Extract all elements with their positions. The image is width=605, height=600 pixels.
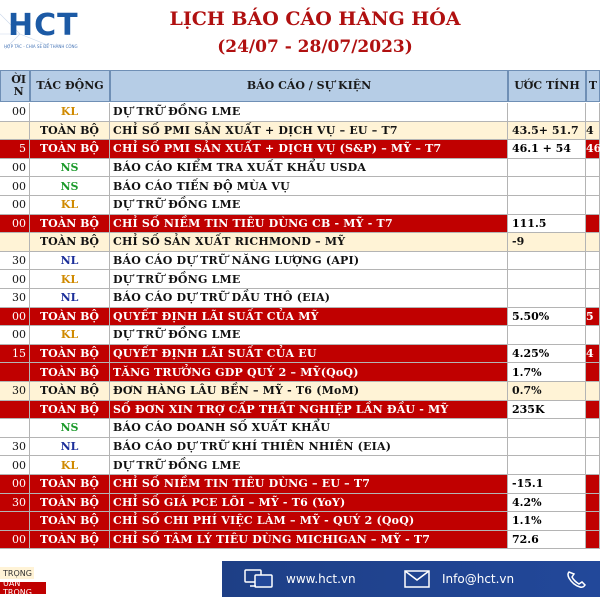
table-row (0, 140, 605, 159)
row-impact: NL (30, 252, 110, 271)
table-row (0, 512, 600, 531)
row-impact: TOÀN BỘ (30, 475, 110, 494)
row-event: QUYẾT ĐỊNH LÃI SUẤT CỦA EU (110, 345, 508, 364)
table-row (0, 122, 600, 141)
row-time (0, 363, 30, 382)
row-impact: KL (30, 270, 110, 289)
row-previous: 5 (586, 308, 600, 327)
page-subtitle-dates: (24/07 - 28/07/2023) (217, 37, 413, 57)
table-row (0, 215, 600, 234)
row-impact: TOÀN BỘ (30, 140, 110, 159)
row-event: SỐ ĐƠN XIN TRỢ CẤP THẤT NGHIỆP LẦN ĐẦU - MỸ (110, 401, 508, 420)
row-event: CHỈ SỐ SẢN XUẤT RICHMOND – MỸ (110, 233, 508, 252)
row-previous (586, 382, 600, 401)
computer-screens-icon (244, 568, 274, 590)
row-event: BÁO CÁO KIỂM TRA XUẤT KHẨU USDA (110, 159, 508, 178)
row-impact: TOÀN BỘ (30, 233, 110, 252)
row-impact: TOÀN BỘ (30, 401, 110, 420)
row-time (0, 122, 30, 141)
footer-email-text: Info@hct.vn (442, 572, 515, 586)
row-previous (586, 401, 600, 420)
row-time: 00 (0, 308, 30, 327)
row-event: BÁO CÁO DỰ TRỮ NĂNG LƯỢNG (API) (110, 252, 508, 271)
row-time: 5 (0, 140, 30, 159)
table-row (0, 326, 600, 345)
row-time: 00 (0, 456, 30, 475)
row-event: DỰ TRỮ ĐỒNG LME (110, 326, 508, 345)
row-time: 00 (0, 270, 30, 289)
row-time (0, 233, 30, 252)
row-event: CHỈ SỐ NIỀM TIN TIÊU DÙNG CB - MỸ - T7 (110, 215, 508, 234)
row-estimate: 5.50% (508, 308, 586, 327)
row-estimate (508, 289, 586, 308)
row-estimate: 4.2% (508, 494, 586, 513)
row-event: BÁO CÁO TIẾN ĐỘ MÙA VỤ (110, 177, 508, 196)
legend-item-very-important: UAN TRỌNG (0, 582, 46, 594)
page-title: LỊCH BÁO CÁO HÀNG HÓA (169, 8, 461, 30)
hct-logo (0, 4, 79, 54)
contact-footer (222, 561, 600, 597)
row-estimate (508, 326, 586, 345)
row-estimate: 1.7% (508, 363, 586, 382)
row-event: CHỈ SỐ GIÁ PCE LÕI – MỸ - T6 (YoY) (110, 494, 508, 513)
table-row (0, 363, 600, 382)
row-time: 00 (0, 103, 30, 122)
header-time: ỜI N (0, 70, 30, 102)
row-previous (586, 270, 600, 289)
row-event: CHỈ SỐ PMI SẢN XUẤT + DỊCH VỤ (S&P) – MỸ – T7 (110, 140, 508, 159)
row-estimate (508, 159, 586, 178)
footer-phone[interactable] (566, 561, 588, 597)
row-time: 00 (0, 196, 30, 215)
table-row (0, 401, 600, 420)
envelope-icon (404, 570, 430, 588)
header-impact: TÁC ĐỘNG (30, 70, 110, 102)
row-previous (586, 215, 600, 234)
row-impact: NS (30, 177, 110, 196)
row-event: CHỈ SỐ TÂM LÝ TIÊU DÙNG MICHIGAN – MỸ - T7 (110, 531, 508, 550)
row-time: 00 (0, 531, 30, 550)
row-previous (586, 438, 600, 457)
row-estimate: 43.5+ 51.7 (508, 122, 586, 141)
row-estimate: 72.6 (508, 531, 586, 550)
table-row (0, 475, 600, 494)
row-time: 30 (0, 252, 30, 271)
table-row (0, 494, 600, 513)
row-previous (586, 159, 600, 178)
footer-website-text: www.hct.vn (286, 572, 356, 586)
row-time: 00 (0, 475, 30, 494)
row-estimate: 235K (508, 401, 586, 420)
row-previous: 4 (586, 345, 600, 364)
row-time (0, 512, 30, 531)
row-impact: KL (30, 326, 110, 345)
row-previous (586, 419, 600, 438)
row-previous (586, 363, 600, 382)
table-row (0, 289, 600, 308)
row-event: CHỈ SỐ NIỀM TIN TIÊU DÙNG – EU – T7 (110, 475, 508, 494)
row-previous (586, 494, 600, 513)
row-previous (586, 103, 600, 122)
row-estimate: 4.25% (508, 345, 586, 364)
row-event: BÁO CÁO DỰ TRỮ DẦU THÔ (EIA) (110, 289, 508, 308)
row-previous (586, 475, 600, 494)
table-row (0, 345, 600, 364)
row-event: CHỈ SỐ CHI PHÍ VIỆC LÀM – MỸ - QUÝ 2 (QoQ) (110, 512, 508, 531)
row-impact: NS (30, 159, 110, 178)
row-impact: TOÀN BỘ (30, 215, 110, 234)
row-event: DỰ TRỮ ĐỒNG LME (110, 456, 508, 475)
row-estimate (508, 419, 586, 438)
header-estimate: ƯỚC TÍNH (508, 70, 586, 102)
logo-text: HCT (8, 8, 79, 43)
row-estimate: -9 (508, 233, 586, 252)
row-previous (586, 196, 600, 215)
table-row (0, 159, 600, 178)
row-event: ĐƠN HÀNG LÂU BỀN – MỸ - T6 (MoM) (110, 382, 508, 401)
row-previous: 46. (586, 140, 600, 159)
row-time: 00 (0, 215, 30, 234)
row-estimate (508, 270, 586, 289)
row-time (0, 401, 30, 420)
row-time: 30 (0, 438, 30, 457)
row-event: CHỈ SỐ PMI SẢN XUẤT + DỊCH VỤ – EU – T7 (110, 122, 508, 141)
row-impact: NL (30, 289, 110, 308)
row-time: 15 (0, 345, 30, 364)
row-previous: 4 (586, 122, 600, 141)
row-estimate (508, 103, 586, 122)
row-event: BÁO CÁO DOANH SỐ XUẤT KHẨU (110, 419, 508, 438)
row-estimate: 46.1 + 54 (508, 140, 586, 159)
table-row (0, 233, 600, 252)
row-event: DỰ TRỮ ĐỒNG LME (110, 270, 508, 289)
row-impact: TOÀN BỘ (30, 345, 110, 364)
row-impact: TOÀN BỘ (30, 494, 110, 513)
table-row (0, 252, 600, 271)
row-previous (586, 326, 600, 345)
header-previous: T (586, 70, 600, 102)
row-estimate (508, 196, 586, 215)
row-impact: TOÀN BỘ (30, 531, 110, 550)
table-row (0, 308, 600, 327)
row-impact: TOÀN BỘ (30, 308, 110, 327)
row-impact: TOÀN BỘ (30, 122, 110, 141)
row-estimate (508, 456, 586, 475)
table-row (0, 177, 600, 196)
table-row (0, 419, 600, 438)
table-row (0, 270, 600, 289)
row-time: 30 (0, 494, 30, 513)
row-impact: KL (30, 456, 110, 475)
row-previous (586, 289, 600, 308)
phone-icon (566, 569, 588, 589)
row-estimate (508, 177, 586, 196)
row-event: QUYẾT ĐỊNH LÃI SUẤT CỦA MỸ (110, 308, 508, 327)
legend-item-important: TRỌNG (0, 567, 34, 579)
row-estimate: 111.5 (508, 215, 586, 234)
table-row (0, 103, 600, 122)
row-time: 30 (0, 289, 30, 308)
row-time: 00 (0, 159, 30, 178)
row-previous (586, 456, 600, 475)
row-estimate (508, 438, 586, 457)
row-time: 30 (0, 382, 30, 401)
row-event: DỰ TRỮ ĐỒNG LME (110, 196, 508, 215)
table-row (0, 531, 600, 550)
row-impact: TOÀN BỘ (30, 512, 110, 531)
row-estimate: -15.1 (508, 475, 586, 494)
row-estimate: 0.7% (508, 382, 586, 401)
table-row (0, 438, 600, 457)
row-impact: KL (30, 103, 110, 122)
row-estimate (508, 252, 586, 271)
row-impact: NS (30, 419, 110, 438)
row-time: 00 (0, 177, 30, 196)
row-previous (586, 177, 600, 196)
row-previous (586, 252, 600, 271)
row-time: 00 (0, 326, 30, 345)
row-event: BÁO CÁO DỰ TRỮ KHÍ THIÊN NHIÊN (EIA) (110, 438, 508, 457)
logo-tagline: HỢP TÁC - CHIA SẺ ĐỂ THÀNH CÔNG (4, 44, 78, 49)
table-row (0, 456, 600, 475)
row-impact: KL (30, 196, 110, 215)
row-estimate: 1.1% (508, 512, 586, 531)
row-time (0, 419, 30, 438)
table-row (0, 382, 600, 401)
row-impact: TOÀN BỘ (30, 363, 110, 382)
row-previous (586, 233, 600, 252)
footer-email[interactable] (404, 561, 514, 597)
footer-website[interactable] (244, 561, 356, 597)
row-event: DỰ TRỮ ĐỒNG LME (110, 103, 508, 122)
row-impact: TOÀN BỘ (30, 382, 110, 401)
row-previous (586, 531, 600, 550)
header-event: BÁO CÁO / SỰ KIỆN (110, 70, 508, 102)
row-impact: NL (30, 438, 110, 457)
row-event: TĂNG TRƯỞNG GDP QUÝ 2 – MỸ(QoQ) (110, 363, 508, 382)
row-previous (586, 512, 600, 531)
table-row (0, 196, 600, 215)
